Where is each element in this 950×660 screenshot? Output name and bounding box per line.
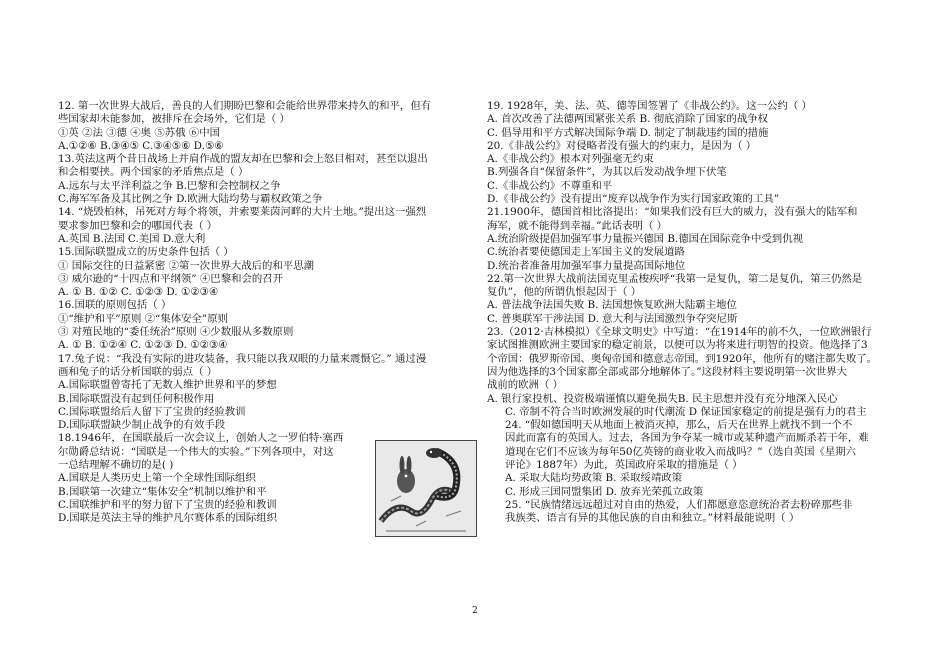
left-column-text-line: D.国联是英法主导的维护凡尔赛体系的国际组织	[58, 512, 278, 525]
right-column-text-line: A.《非战公约》根本对列强毫无约束	[487, 153, 654, 166]
left-column-text-line: C.海军军备及其比例之争 D.欧洲大陆均势与霸权政策之争	[58, 193, 323, 206]
right-column-text-line: A. 银行家投机、投资极端谨慎以避免损失B. 民主思想并没有充分地深入民心	[487, 392, 838, 405]
right-column-text-line: 19. 1928年，美、法、英、德等国签署了《非战公约》。这一公约（ ）	[487, 100, 812, 112]
left-column-text-line: C.国际联盟给后人留下了宝贵的经验教训	[58, 405, 246, 418]
left-column-text-line: A.远东与太平洋利益之争 B.巴黎和会控制权之争	[58, 179, 281, 192]
right-column	[487, 100, 897, 526]
left-column-text-line: A. ① B. ①② C. ①②③ D. ①②③④	[58, 286, 219, 299]
right-column-text-line: 因为他选择的3个国家都全部或部分地解体了。”这段材料主要说明第一次世界大	[487, 365, 848, 378]
page-number: 2	[472, 606, 478, 616]
right-column-text-line: 道现在它们不应该为每年50亿英镑的商业收入而战吗？”（选自英国《星期六	[505, 445, 857, 458]
left-column-text-line: 13.英法这两个昔日战场上并肩作战的盟友却在巴黎和会上怒目相对，甚至以退出	[58, 153, 428, 166]
left-column-text-line: ③ 对殖民地的“委任统治”原则 ④少数服从多数原则	[58, 326, 294, 339]
left-column-text-line: D.国际联盟缺少制止战争的有效手段	[58, 419, 226, 432]
cartoon-illustration	[375, 440, 477, 537]
right-column-text-line: C. 帝制不符合当时欧洲发展的时代潮流 D 保证国家稳定的前提是强有力的君主	[505, 405, 867, 418]
right-column-text-line: C. 普奥联军干涉法国 D. 意大利与法国激烈争夺突尼斯	[487, 312, 738, 325]
left-column-text-line: A.国联是人类历史上第一个全球性国际组织	[58, 472, 256, 485]
right-column-text-line: 家试图推测欧洲主要国家的稳定前景，以便可以为将来进行明智的投资。他选择了3	[487, 339, 868, 352]
left-column-text-line: 15.国际联盟成立的历史条件包括（ ）	[58, 246, 234, 259]
right-column-text-line: A. 采取大陆均势政策 B. 采取绥靖政策	[505, 472, 683, 485]
left-column-text-line: ①“维护和平”原则 ②“集体安全”原则	[58, 312, 229, 325]
right-column-text-line: 23.（2012·吉林模拟）《全球文明史》中写道：“在1914年的前不久，一位欧洲银行	[487, 326, 872, 339]
right-column-text-line: 海军，就不能得到幸福。”此话表明（ ）	[487, 219, 668, 232]
left-column-text-line: 画和兔子的话分析国联的弱点（ ）	[58, 365, 218, 378]
left-column-text-line: 尔勋爵总结说：“国联是一个伟大的实验。”下列各项中，对这	[58, 445, 334, 458]
right-column-text-line: 我族类、语言有异的其他民族的自由和独立。”材料最能说明（ ）	[505, 512, 800, 525]
right-column-text-line: 25. “民族情绪远远超过对自由的热爱，人们都愿意恣意统治者去粉碎那些非	[505, 498, 853, 511]
left-column-text-line: ①英 ②法 ③德 ④奥 ⑤苏俄 ⑥中国	[58, 126, 220, 139]
left-column-text-line: C.国联维护和平的努力留下了宝贵的经验和教训	[58, 498, 277, 511]
left-column-text-line: 12. 第一次世界大战后，善良的人们期盼巴黎和会能给世界带来持久的和平，但有	[58, 100, 432, 112]
left-column-text-line: 一总结理解不确切的是( )	[58, 459, 174, 472]
right-column-text-line: 复仇”，他的所谓仇恨起因于（ ）	[487, 286, 642, 299]
left-column-text-line: 14. “烧毁柏林，吊死对方每个将领，并索要莱茵河畔的大片土地。”提出这一强烈	[58, 206, 427, 219]
left-column-text-line: 17.兔子说：“我没有实际的进攻装备，我只能以我双眼的力量来震慑它。” 通过漫	[58, 352, 427, 365]
right-column-text-line: A. 普法战争法国失败 B. 法国想恢复欧洲大陆霸主地位	[487, 299, 737, 312]
right-column-text-line: 评论》1887年）为此，英国政府采取的措施是（ ）	[505, 459, 743, 472]
right-column-text-line: D.《非战公约》没有提出“废弃以战争作为实行国家政策的工具”	[487, 193, 780, 206]
right-column-text-line: 21.1900年，德国首相比洛提出：“如果我们没有巨大的威力，没有强大的陆军和	[487, 206, 858, 219]
right-column-text-line: 22.第一次世界大战前法国克里孟梭疾呼“我第一是复仇，第二是复仇，第三仍然是	[487, 272, 863, 285]
right-column-text-line: B.列强各自“保留条件”，为其以后发动战争埋下伏笔	[487, 166, 727, 179]
left-column-text-line: A.①②⑥ B.③④⑤ C.③④⑤⑥ D.⑤⑥	[58, 139, 224, 152]
right-column-text-line: D.统治者准备用加强军事力量提高国际地位	[487, 259, 686, 272]
left-column-text-line: ① 国际交往的日益紧密 ②第一次世界大战后的和平思潮	[58, 259, 314, 272]
left-column-text-line: B.国际联盟没有起到任何积极作用	[58, 392, 215, 405]
right-column-text-line: 个帝国：俄罗斯帝国、奥匈帝国和德意志帝国。到1920年，他所有的赌注都失败了。	[487, 352, 878, 365]
right-column-text-line: A. 首次改善了法德两国紧张关系 B. 彻底消除了国家的战争权	[487, 113, 769, 126]
snake-rabbit-cartoon-icon	[376, 441, 476, 536]
right-column-text-line: C. 倡导用和平方式解决国际争端 D. 制定了制裁违约国的措施	[487, 126, 769, 139]
left-column-text-line: 和会相要挟。两个国家的矛盾焦点是（ ）	[58, 166, 249, 179]
right-column-text-line: C. 形成三国同盟集团 D. 放弃光荣孤立政策	[505, 485, 704, 498]
right-column-text-line: C.《非战公约》不尊重和平	[487, 179, 613, 192]
right-column-text-line: 24. “假如德国明天从地面上被消灭掉，那么，后天在世界上就找不到一个不	[505, 419, 853, 432]
left-column-text-line: ③ 威尔逊的“十四点和平纲领” ④巴黎和会的召开	[58, 272, 284, 285]
left-column-text-line: 要求参加巴黎和会的哪国代表（ ）	[58, 219, 218, 232]
right-column-text-line: C.统治者要使德国走上军国主义的发展道路	[487, 246, 685, 259]
left-column-text-line: 些国家却未能参加，被排斥在会场外，它们是（ ）	[58, 113, 290, 126]
right-column-text-line: A.统治阶级提倡加强军事力量振兴德国 B.德国在国际竞争中受到仇视	[487, 232, 803, 245]
left-column-text-line: A.国际联盟曾寄托了无数人维护世界和平的梦想	[58, 379, 277, 392]
left-column-text-line: B.国联第一次建立“集体安全”机制以维护和平	[58, 485, 267, 498]
left-column-text-line: 18.1946年，在国联最后一次会议上，创始人之一罗伯特·塞西	[58, 432, 344, 445]
left-column-text-line: A. ① B. ①②④ C. ①②③ D. ①②③④	[58, 339, 228, 352]
left-column-text-line: A.英国 B.法国 C.美国 D.意大利	[58, 232, 206, 245]
right-column-text-line: 20.《非战公约》对侵略者没有强大的约束力，是因为（ ）	[487, 139, 757, 152]
right-column-text-line: 战前的欧洲（ ）	[487, 379, 564, 392]
left-column-text-line: 16.国联的原则包括（ ）	[58, 299, 172, 312]
right-column-text-line: 因此而富有的英国人。过去，各国为争夺某一城市或某种遗产而厮杀若干年，难	[505, 432, 869, 445]
